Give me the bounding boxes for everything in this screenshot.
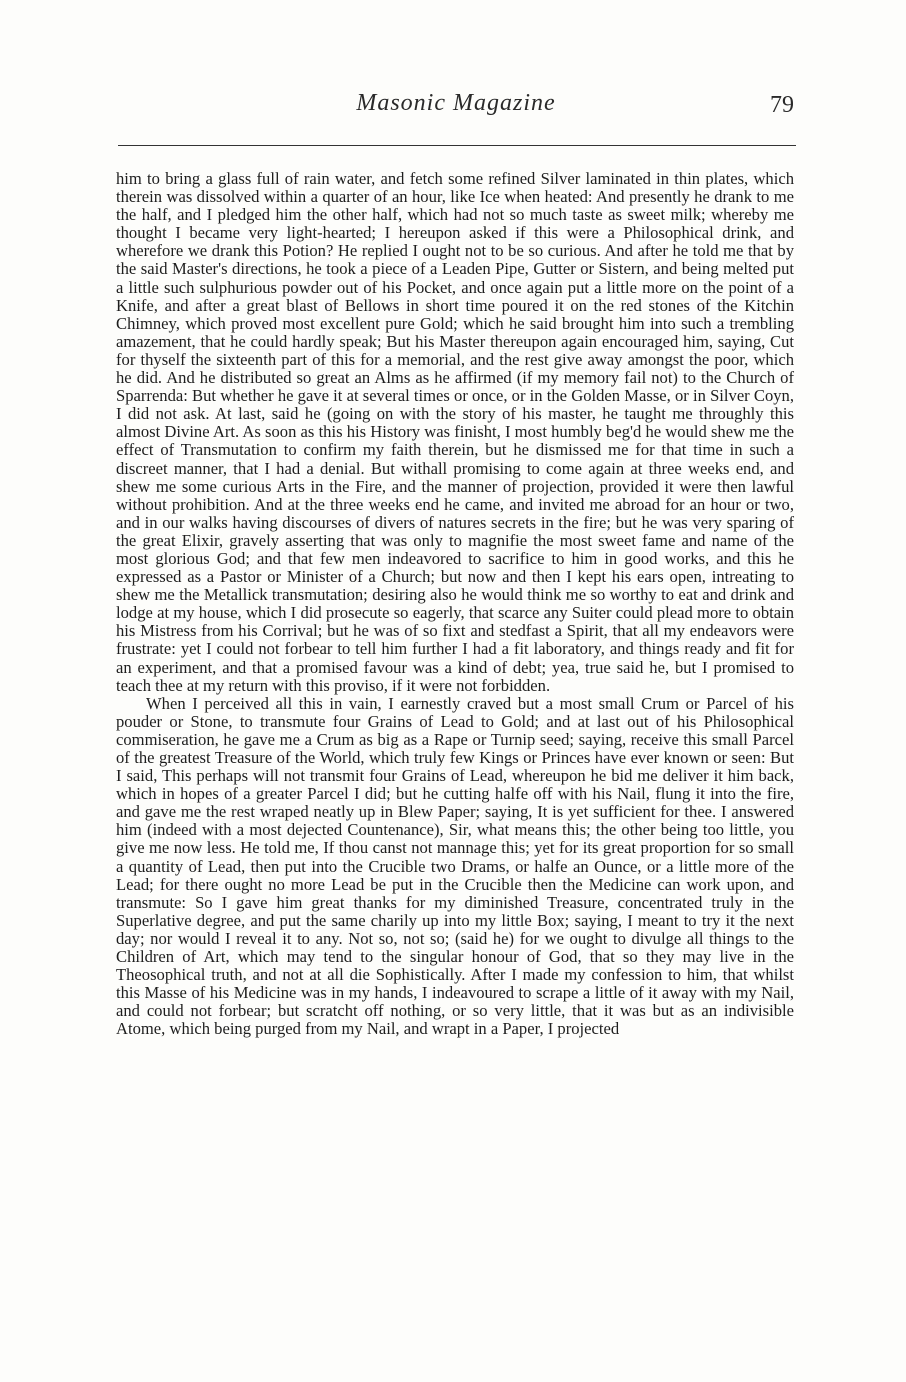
paragraph-1: him to bring a glass full of rain water, and fetch some refined Silver laminated in thin plates, which therein was dissolved within a quarter of an hour, like Ice when heated: And presently he drank to me the half, and I pledged him the other half, which had not so much taste as sweet milk; whereby me thought I became very light-hearted; I hereupon asked if this were a Philosophical drink, and wherefore we drank this Potion? He replied I ought not to be so curious. And after he told me that by the said Master's directions, he took a piece of a Leaden Pipe, Gutter or Sistern, and being melted put a little such sulphurious powder out of his Pocket, and once again put a little more on the point of a Knife, and after a great blast of Bellows in short time poured it on the red stones of the Kitchin Chimney, which proved most excellent pure Gold; which he said brought him into such a trembling amazement, that he could hardly speak; But his Master thereupon again encouraged him, saying, Cut for thyself the sixteenth part of this for a memorial, and the rest give away amongst the poor, which he did. And he distributed so great an Alms as he affirmed (if my memory fail not) to the Church of Sparrenda: But whether he gave it at several times or once, or in the Golden Masse, or in Silver Coyn, I did not ask. At last, said he (going on with the story of his master, he taught me throughly this almost Divine Art. As soon as this his History was finisht, I most humbly beg'd he would shew me the effect of Transmutation to confirm my faith therein, but he dismissed me for that time in such a discreet manner, that I had a denial. But withall promising to come again at three weeks end, and shew me some curious Arts in the Fire, and the manner of projection, provided it were then lawful without prohibition. And at the three weeks end he came, and invited me abroad for an hour or two, and in our walks having discourses of divers of natures secrets in the fire; but he was very sparing of the great Elixir, gravely asserting that was only to magnifie the most sweet fame and name of the most glorious God; and that few men indeavored to sacrifice to him in good works, and this he expressed as a Pastor or Minister of a Church; but now and then I kept his ears open, intreating to shew me the Metallick transmutation; desiring also he would think me so worthy to eat and drink and lodge at my house, which I did prosecute so eagerly, that scarce any Suiter could plead more to obtain his Mistress from his Corrival; but he was of so fixt and stedfast a Spirit, that all my endeavors were frustrate: yet I could not forbear to tell him further I had a fit laboratory, and things ready and fit for an experiment, and that a promised favour was a kind of debt; yea, true said he, but I promised to teach thee at my return with this proviso, if it were not forbidden.: [116, 169, 794, 695]
journal-title: Masonic Magazine: [356, 90, 556, 116]
article-body: [116, 170, 794, 1039]
header-rule: [118, 145, 796, 146]
page-number: 79: [770, 92, 794, 118]
running-header: [116, 88, 796, 128]
paragraph-2: When I perceived all this in vain, I earnestly craved but a most small Crum or Parcel of his pouder or Stone, to transmute four Grains of Lead to Gold; and at last out of his Philosophical commiseration, he gave me a Crum as big as a Rape or Turnip seed; saying, receive this small Parcel of the greatest Treasure of the World, which truly few Kings or Princes have ever known or seen: But I said, This perhaps will not transmit four Grains of Lead, whereupon he bid me deliver it him back, which in hopes of a greater Parcel I did; but he cutting halfe off with his Nail, flung it into the fire, and gave me the rest wraped neatly up in Blew Paper; saying, It is yet sufficient for thee. I answered him (indeed with a most dejected Countenance), Sir, what means this; the other being too little, you give me now less. He told me, If thou canst not mannage this; yet for its great proportion for so small a quantity of Lead, then put into the Crucible two Drams, or halfe an Ounce, or a little more of the Lead; for there ought no more Lead be put in the Crucible then the Medicine can work upon, and transmute: So I gave him great thanks for my diminished Treasure, concentrated truly in the Superlative degree, and put the same charily up into my little Box; saying, I meant to try it the next day; nor would I reveal it to any. Not so, not so; (said he) for we ought to divulge all things to the Children of Art, which may tend to the singular honour of God, that so they may live in the Theosophical truth, and not at all die Sophistically. After I made my confession to him, that whilst this Masse of his Medicine was in my hands, I indeavoured to scrape a little of it away with my Nail, and could not forbear; but scratcht off nothing, or so very little, that it was but as an indivisible Atome, which being purged from my Nail, and wrapt in a Paper, I projected: [116, 693, 794, 1039]
